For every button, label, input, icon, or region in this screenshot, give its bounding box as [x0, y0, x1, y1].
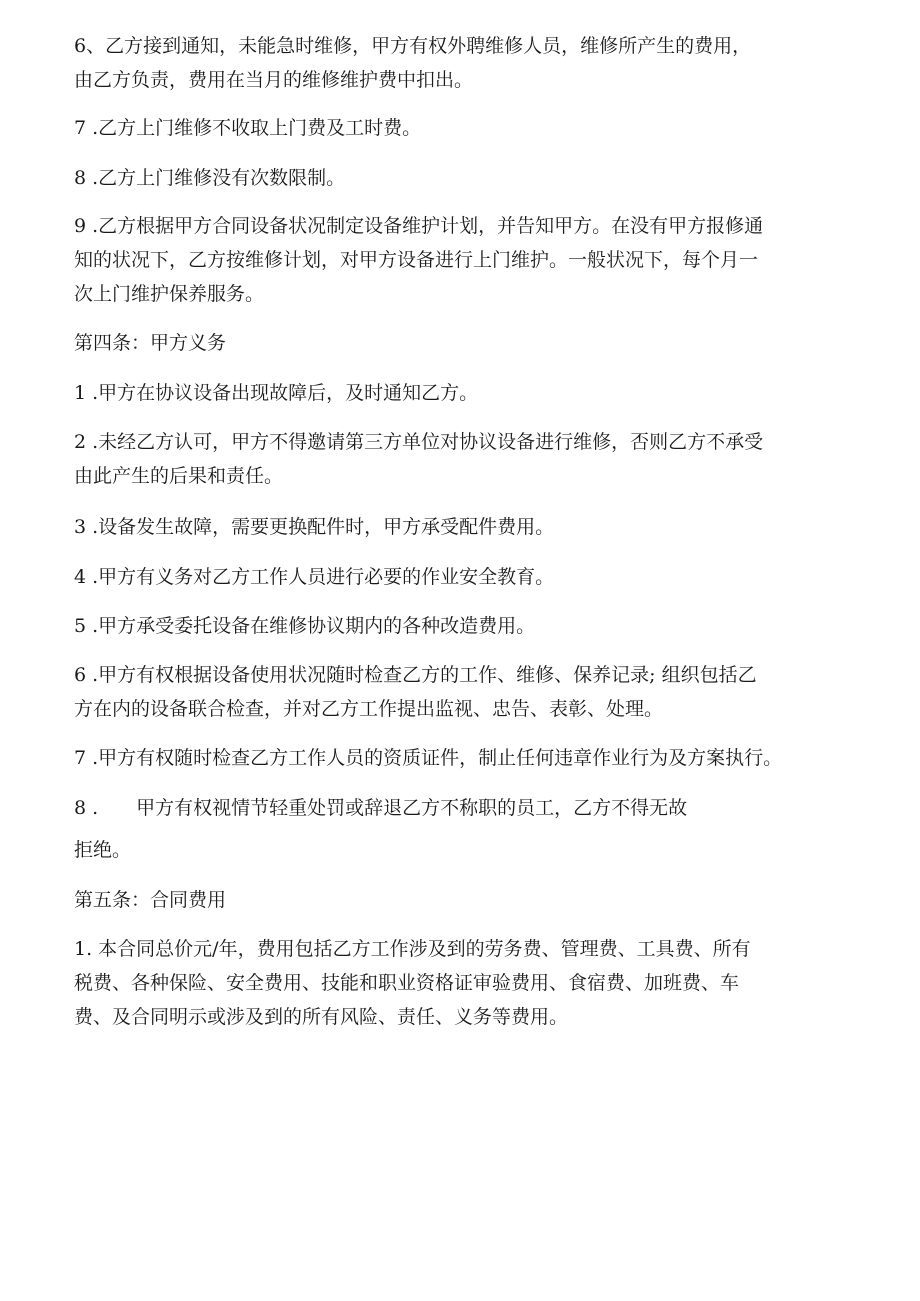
paragraph: [74, 609, 864, 643]
text-line: 费、及合同明示或涉及到的所有风险、责任、义务等费用。: [74, 1006, 569, 1028]
paragraph: [74, 560, 864, 594]
paragraph: [74, 791, 864, 825]
paragraph: [74, 932, 864, 1034]
text-line: 3 .设备发生故障，需要更换配件时，甲方承受配件费用。: [74, 516, 555, 538]
text-line: 由乙方负责，费用在当月的维修维护费中扣出。: [74, 69, 474, 91]
section-heading: [74, 883, 864, 917]
text-line: 8 .乙方上门维修没有次数限制。: [74, 167, 346, 189]
paragraph: [74, 29, 864, 97]
text-line: 第五条：合同费用: [74, 889, 227, 911]
paragraph: [74, 209, 864, 311]
text-line: 5 .甲方承受委托设备在维修协议期内的各种改造费用。: [74, 615, 536, 637]
text-line: 7 .乙方上门维修不收取上门费及工时费。: [74, 117, 422, 139]
paragraph: [74, 376, 864, 410]
text-line: 次上门维护保养服务。: [74, 283, 265, 305]
section-heading: [74, 326, 864, 360]
paragraph: [74, 510, 864, 544]
text-line: 8 . 甲方有权视情节轻重处罚或辞退乙方不称职的员工，乙方不得无故: [74, 797, 688, 819]
paragraph: [74, 741, 864, 775]
text-line: 方在内的设备联合检查，并对乙方工作提出监视、忠告、表彰、处理。: [74, 698, 664, 720]
paragraph: [74, 425, 864, 493]
text-line: 4 .甲方有义务对乙方工作人员进行必要的作业安全教育。: [74, 566, 555, 588]
text-line: 1 .甲方在协议设备出现故障后，及时通知乙方。: [74, 382, 479, 404]
text-line: 1. 本合同总价元/年，费用包括乙方工作涉及到的劳务费、管理费、工具费、所有: [74, 938, 751, 960]
text-line: 由此产生的后果和责任。: [74, 465, 284, 487]
text-line: 第四条：甲方义务: [74, 332, 227, 354]
text-line: 拒绝。: [74, 839, 132, 861]
paragraph: [74, 833, 864, 867]
text-line: 2 .未经乙方认可，甲方不得邀请第三方单位对协议设备进行维修，否则乙方不承受: [74, 431, 764, 453]
text-line: 6 .甲方有权根据设备使用状况随时检查乙方的工作、维修、保养记录; 组织包括乙: [74, 664, 757, 686]
text-line: 6、乙方接到通知，未能急时维修，甲方有权外聘维修人员，维修所产生的费用，: [74, 35, 752, 57]
paragraph: [74, 161, 864, 195]
paragraph: [74, 111, 864, 145]
text-line: 税费、各种保险、安全费用、技能和职业资格证审验费用、食宿费、加班费、车: [74, 972, 740, 994]
text-line: 知的状况下，乙方按维修计划，对甲方设备进行上门维护。一般状况下，每个月一: [74, 249, 759, 271]
paragraph: [74, 658, 864, 726]
text-line: 9 .乙方根据甲方合同设备状况制定设备维护计划，并告知甲方。在没有甲方报修通: [74, 215, 764, 237]
text-line: 7 .甲方有权随时检查乙方工作人员的资质证件，制止任何违章作业行为及方案执行。: [74, 747, 783, 769]
